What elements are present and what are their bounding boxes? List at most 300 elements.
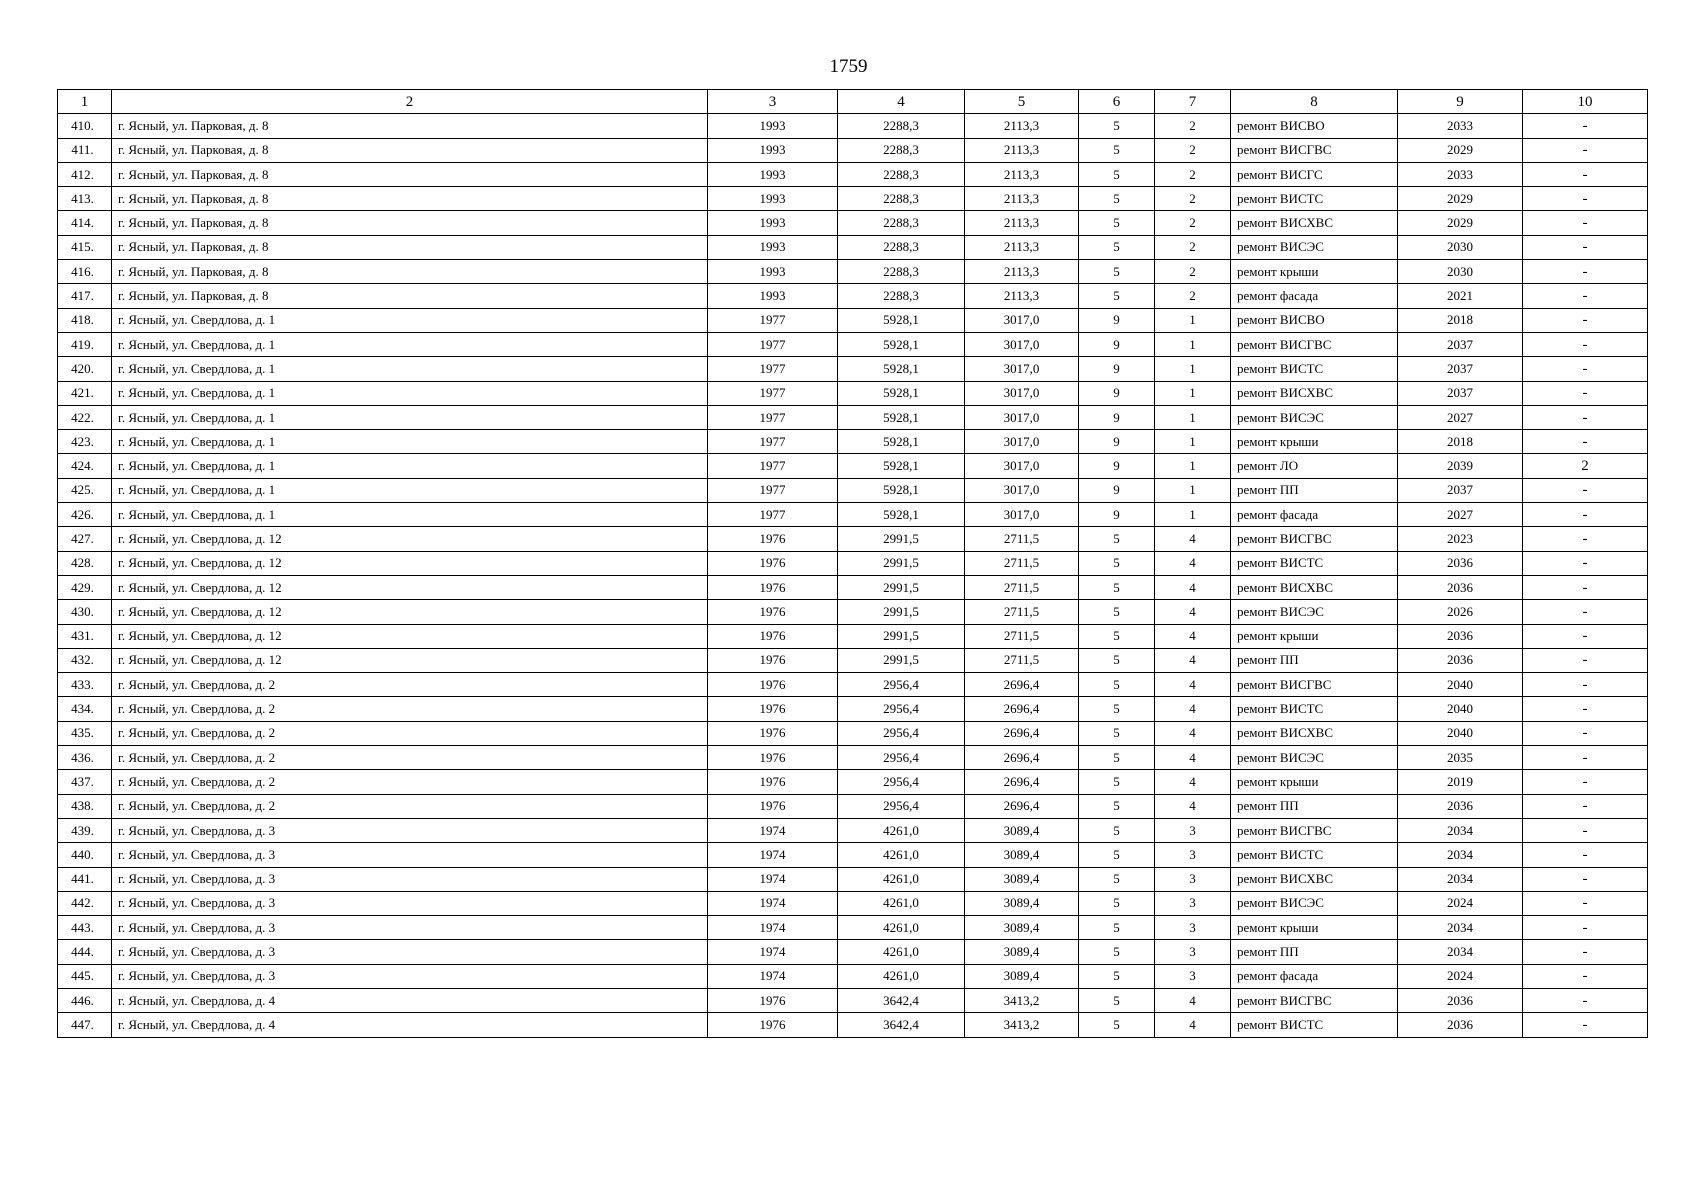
cell-work-type: ремонт ВИСЭС <box>1231 235 1398 259</box>
cell-row-number: 430. <box>58 600 112 624</box>
cell-entrances: 4 <box>1155 697 1231 721</box>
cell-total-area: 5928,1 <box>838 430 965 454</box>
cell-planned-year: 2034 <box>1398 867 1523 891</box>
cell-work-type: ремонт ВИСЭС <box>1231 405 1398 429</box>
cell-entrances: 4 <box>1155 770 1231 794</box>
cell-year-built: 1993 <box>708 114 838 138</box>
cell-floors: 5 <box>1079 162 1155 186</box>
cell-floors: 5 <box>1079 235 1155 259</box>
cell-floors: 5 <box>1079 964 1155 988</box>
cell-year-built: 1974 <box>708 940 838 964</box>
cell-entrances: 1 <box>1155 308 1231 332</box>
cell-floors: 5 <box>1079 648 1155 672</box>
cell-floors: 5 <box>1079 697 1155 721</box>
cell-year-built: 1977 <box>708 381 838 405</box>
cell-work-type: ремонт ВИСГВС <box>1231 673 1398 697</box>
cell-planned-year: 2024 <box>1398 891 1523 915</box>
cell-elevators: - <box>1523 867 1648 891</box>
cell-entrances: 2 <box>1155 187 1231 211</box>
cell-planned-year: 2034 <box>1398 843 1523 867</box>
cell-total-area: 2956,4 <box>838 721 965 745</box>
cell-address: г. Ясный, ул. Парковая, д. 8 <box>112 114 708 138</box>
cell-entrances: 4 <box>1155 988 1231 1012</box>
cell-row-number: 441. <box>58 867 112 891</box>
cell-total-area: 5928,1 <box>838 405 965 429</box>
cell-total-area: 2956,4 <box>838 770 965 794</box>
cell-entrances: 1 <box>1155 405 1231 429</box>
column-header: 10 <box>1523 90 1648 114</box>
cell-planned-year: 2029 <box>1398 187 1523 211</box>
cell-living-area: 2711,5 <box>965 600 1079 624</box>
cell-year-built: 1977 <box>708 405 838 429</box>
cell-work-type: ремонт ВИСВО <box>1231 308 1398 332</box>
cell-elevators: - <box>1523 114 1648 138</box>
cell-living-area: 2113,3 <box>965 162 1079 186</box>
cell-entrances: 1 <box>1155 381 1231 405</box>
cell-entrances: 2 <box>1155 260 1231 284</box>
cell-total-area: 4261,0 <box>838 964 965 988</box>
cell-planned-year: 2036 <box>1398 575 1523 599</box>
cell-address: г. Ясный, ул. Свердлова, д. 2 <box>112 721 708 745</box>
cell-row-number: 423. <box>58 430 112 454</box>
cell-row-number: 415. <box>58 235 112 259</box>
table-row <box>58 673 1648 697</box>
cell-elevators: - <box>1523 503 1648 527</box>
column-header: 7 <box>1155 90 1231 114</box>
table-row <box>58 964 1648 988</box>
cell-entrances: 3 <box>1155 867 1231 891</box>
cell-floors: 5 <box>1079 891 1155 915</box>
cell-elevators: - <box>1523 551 1648 575</box>
cell-row-number: 436. <box>58 746 112 770</box>
cell-elevators: - <box>1523 648 1648 672</box>
cell-year-built: 1976 <box>708 600 838 624</box>
cell-entrances: 2 <box>1155 211 1231 235</box>
cell-address: г. Ясный, ул. Свердлова, д. 1 <box>112 381 708 405</box>
repair-schedule-table <box>57 89 1648 1038</box>
cell-total-area: 2288,3 <box>838 162 965 186</box>
cell-work-type: ремонт ВИСГВС <box>1231 988 1398 1012</box>
cell-year-built: 1976 <box>708 988 838 1012</box>
cell-living-area: 3413,2 <box>965 988 1079 1012</box>
cell-row-number: 417. <box>58 284 112 308</box>
cell-planned-year: 2026 <box>1398 600 1523 624</box>
cell-work-type: ремонт ВИСХВС <box>1231 381 1398 405</box>
cell-row-number: 444. <box>58 940 112 964</box>
cell-living-area: 2711,5 <box>965 527 1079 551</box>
cell-entrances: 1 <box>1155 332 1231 356</box>
cell-elevators: - <box>1523 818 1648 842</box>
cell-living-area: 3017,0 <box>965 503 1079 527</box>
cell-floors: 5 <box>1079 867 1155 891</box>
cell-elevators: - <box>1523 673 1648 697</box>
cell-entrances: 3 <box>1155 843 1231 867</box>
cell-planned-year: 2027 <box>1398 405 1523 429</box>
cell-address: г. Ясный, ул. Свердлова, д. 2 <box>112 673 708 697</box>
cell-address: г. Ясный, ул. Свердлова, д. 3 <box>112 964 708 988</box>
column-header: 1 <box>58 90 112 114</box>
cell-row-number: 447. <box>58 1013 112 1037</box>
cell-entrances: 4 <box>1155 648 1231 672</box>
cell-total-area: 2991,5 <box>838 527 965 551</box>
cell-floors: 5 <box>1079 575 1155 599</box>
cell-planned-year: 2035 <box>1398 746 1523 770</box>
cell-living-area: 3089,4 <box>965 867 1079 891</box>
cell-elevators: - <box>1523 916 1648 940</box>
cell-planned-year: 2030 <box>1398 235 1523 259</box>
cell-year-built: 1977 <box>708 332 838 356</box>
cell-year-built: 1976 <box>708 575 838 599</box>
cell-floors: 5 <box>1079 624 1155 648</box>
cell-work-type: ремонт ВИСХВС <box>1231 721 1398 745</box>
cell-total-area: 2991,5 <box>838 624 965 648</box>
cell-address: г. Ясный, ул. Свердлова, д. 1 <box>112 478 708 502</box>
cell-floors: 5 <box>1079 721 1155 745</box>
cell-total-area: 5928,1 <box>838 332 965 356</box>
cell-work-type: ремонт фасада <box>1231 284 1398 308</box>
cell-year-built: 1976 <box>708 746 838 770</box>
cell-total-area: 2991,5 <box>838 600 965 624</box>
cell-floors: 9 <box>1079 503 1155 527</box>
cell-year-built: 1974 <box>708 843 838 867</box>
cell-year-built: 1976 <box>708 624 838 648</box>
cell-planned-year: 2036 <box>1398 551 1523 575</box>
cell-elevators: - <box>1523 794 1648 818</box>
cell-row-number: 427. <box>58 527 112 551</box>
cell-planned-year: 2036 <box>1398 1013 1523 1037</box>
cell-address: г. Ясный, ул. Свердлова, д. 3 <box>112 940 708 964</box>
table-row <box>58 405 1648 429</box>
cell-row-number: 439. <box>58 818 112 842</box>
cell-living-area: 3089,4 <box>965 891 1079 915</box>
cell-total-area: 4261,0 <box>838 867 965 891</box>
cell-work-type: ремонт крыши <box>1231 430 1398 454</box>
cell-year-built: 1974 <box>708 818 838 842</box>
cell-floors: 9 <box>1079 478 1155 502</box>
cell-entrances: 1 <box>1155 454 1231 478</box>
cell-total-area: 3642,4 <box>838 988 965 1012</box>
cell-elevators: - <box>1523 697 1648 721</box>
cell-floors: 5 <box>1079 818 1155 842</box>
cell-address: г. Ясный, ул. Парковая, д. 8 <box>112 138 708 162</box>
table-row <box>58 916 1648 940</box>
cell-address: г. Ясный, ул. Свердлова, д. 1 <box>112 332 708 356</box>
cell-entrances: 2 <box>1155 284 1231 308</box>
table-row <box>58 503 1648 527</box>
cell-total-area: 5928,1 <box>838 308 965 332</box>
table-row <box>58 430 1648 454</box>
cell-work-type: ремонт ВИСГС <box>1231 162 1398 186</box>
cell-address: г. Ясный, ул. Свердлова, д. 3 <box>112 818 708 842</box>
cell-work-type: ремонт ВИСВО <box>1231 114 1398 138</box>
cell-year-built: 1977 <box>708 357 838 381</box>
cell-planned-year: 2037 <box>1398 357 1523 381</box>
cell-planned-year: 2036 <box>1398 988 1523 1012</box>
cell-work-type: ремонт ВИСЭС <box>1231 891 1398 915</box>
cell-planned-year: 2033 <box>1398 162 1523 186</box>
cell-floors: 5 <box>1079 940 1155 964</box>
cell-planned-year: 2037 <box>1398 478 1523 502</box>
cell-floors: 5 <box>1079 114 1155 138</box>
cell-row-number: 413. <box>58 187 112 211</box>
cell-work-type: ремонт ВИСТС <box>1231 187 1398 211</box>
cell-work-type: ремонт ВИСТС <box>1231 357 1398 381</box>
cell-planned-year: 2033 <box>1398 114 1523 138</box>
cell-work-type: ремонт ВИСГВС <box>1231 527 1398 551</box>
cell-row-number: 410. <box>58 114 112 138</box>
cell-total-area: 4261,0 <box>838 818 965 842</box>
cell-elevators: - <box>1523 357 1648 381</box>
cell-total-area: 2956,4 <box>838 697 965 721</box>
cell-living-area: 3017,0 <box>965 405 1079 429</box>
cell-work-type: ремонт ВИСХВС <box>1231 867 1398 891</box>
cell-total-area: 2288,3 <box>838 260 965 284</box>
cell-work-type: ремонт ЛО <box>1231 454 1398 478</box>
cell-living-area: 3017,0 <box>965 308 1079 332</box>
cell-entrances: 4 <box>1155 721 1231 745</box>
cell-row-number: 443. <box>58 916 112 940</box>
cell-living-area: 2711,5 <box>965 575 1079 599</box>
cell-floors: 9 <box>1079 454 1155 478</box>
cell-entrances: 4 <box>1155 551 1231 575</box>
table-row <box>58 648 1648 672</box>
cell-address: г. Ясный, ул. Свердлова, д. 12 <box>112 527 708 551</box>
cell-total-area: 2288,3 <box>838 284 965 308</box>
table-row <box>58 478 1648 502</box>
cell-year-built: 1976 <box>708 721 838 745</box>
table-row <box>58 1013 1648 1037</box>
cell-floors: 5 <box>1079 794 1155 818</box>
cell-total-area: 2956,4 <box>838 746 965 770</box>
cell-elevators: - <box>1523 284 1648 308</box>
cell-work-type: ремонт ВИСЭС <box>1231 746 1398 770</box>
cell-living-area: 2711,5 <box>965 648 1079 672</box>
cell-row-number: 424. <box>58 454 112 478</box>
cell-living-area: 3089,4 <box>965 940 1079 964</box>
cell-elevators: - <box>1523 624 1648 648</box>
cell-living-area: 3017,0 <box>965 381 1079 405</box>
cell-year-built: 1976 <box>708 648 838 672</box>
cell-total-area: 4261,0 <box>838 843 965 867</box>
cell-planned-year: 2024 <box>1398 964 1523 988</box>
cell-living-area: 2696,4 <box>965 746 1079 770</box>
header-row <box>58 90 1648 114</box>
cell-work-type: ремонт ВИСГВС <box>1231 332 1398 356</box>
cell-total-area: 2991,5 <box>838 575 965 599</box>
cell-work-type: ремонт ВИСХВС <box>1231 211 1398 235</box>
cell-floors: 5 <box>1079 600 1155 624</box>
cell-elevators: - <box>1523 405 1648 429</box>
table-row <box>58 600 1648 624</box>
cell-address: г. Ясный, ул. Свердлова, д. 1 <box>112 308 708 332</box>
cell-year-built: 1977 <box>708 503 838 527</box>
cell-work-type: ремонт ВИСГВС <box>1231 138 1398 162</box>
cell-floors: 5 <box>1079 843 1155 867</box>
cell-living-area: 3089,4 <box>965 818 1079 842</box>
cell-year-built: 1993 <box>708 211 838 235</box>
cell-living-area: 3017,0 <box>965 454 1079 478</box>
cell-planned-year: 2018 <box>1398 308 1523 332</box>
cell-floors: 5 <box>1079 551 1155 575</box>
cell-entrances: 1 <box>1155 430 1231 454</box>
cell-year-built: 1977 <box>708 308 838 332</box>
cell-planned-year: 2036 <box>1398 624 1523 648</box>
cell-floors: 5 <box>1079 1013 1155 1037</box>
cell-entrances: 4 <box>1155 600 1231 624</box>
cell-living-area: 2113,3 <box>965 211 1079 235</box>
cell-year-built: 1977 <box>708 430 838 454</box>
cell-entrances: 4 <box>1155 1013 1231 1037</box>
cell-address: г. Ясный, ул. Свердлова, д. 4 <box>112 988 708 1012</box>
cell-address: г. Ясный, ул. Свердлова, д. 3 <box>112 867 708 891</box>
table-row <box>58 260 1648 284</box>
cell-total-area: 5928,1 <box>838 454 965 478</box>
cell-address: г. Ясный, ул. Парковая, д. 8 <box>112 235 708 259</box>
cell-living-area: 2696,4 <box>965 673 1079 697</box>
table-row <box>58 891 1648 915</box>
cell-work-type: ремонт фасада <box>1231 964 1398 988</box>
table-row <box>58 187 1648 211</box>
table-row <box>58 162 1648 186</box>
cell-planned-year: 2037 <box>1398 332 1523 356</box>
cell-work-type: ремонт ПП <box>1231 794 1398 818</box>
cell-floors: 5 <box>1079 916 1155 940</box>
cell-work-type: ремонт ВИСТС <box>1231 697 1398 721</box>
cell-row-number: 446. <box>58 988 112 1012</box>
column-header: 8 <box>1231 90 1398 114</box>
cell-address: г. Ясный, ул. Свердлова, д. 2 <box>112 697 708 721</box>
cell-total-area: 4261,0 <box>838 940 965 964</box>
cell-planned-year: 2034 <box>1398 818 1523 842</box>
cell-address: г. Ясный, ул. Парковая, д. 8 <box>112 211 708 235</box>
cell-row-number: 419. <box>58 332 112 356</box>
cell-row-number: 422. <box>58 405 112 429</box>
cell-address: г. Ясный, ул. Свердлова, д. 12 <box>112 624 708 648</box>
cell-floors: 5 <box>1079 988 1155 1012</box>
cell-floors: 9 <box>1079 308 1155 332</box>
table-row <box>58 308 1648 332</box>
cell-floors: 5 <box>1079 527 1155 551</box>
table-row <box>58 843 1648 867</box>
cell-elevators: - <box>1523 162 1648 186</box>
cell-planned-year: 2040 <box>1398 697 1523 721</box>
cell-address: г. Ясный, ул. Свердлова, д. 12 <box>112 648 708 672</box>
cell-year-built: 1976 <box>708 673 838 697</box>
cell-work-type: ремонт ВИСХВС <box>1231 575 1398 599</box>
table-row <box>58 697 1648 721</box>
cell-planned-year: 2040 <box>1398 673 1523 697</box>
cell-living-area: 3017,0 <box>965 430 1079 454</box>
table-row <box>58 381 1648 405</box>
cell-living-area: 2113,3 <box>965 260 1079 284</box>
column-header: 2 <box>112 90 708 114</box>
cell-planned-year: 2037 <box>1398 381 1523 405</box>
cell-total-area: 4261,0 <box>838 916 965 940</box>
cell-row-number: 428. <box>58 551 112 575</box>
cell-total-area: 2288,3 <box>838 138 965 162</box>
cell-planned-year: 2029 <box>1398 138 1523 162</box>
cell-elevators: - <box>1523 770 1648 794</box>
cell-total-area: 2288,3 <box>838 211 965 235</box>
cell-living-area: 2696,4 <box>965 794 1079 818</box>
cell-work-type: ремонт крыши <box>1231 624 1398 648</box>
cell-year-built: 1977 <box>708 454 838 478</box>
cell-row-number: 433. <box>58 673 112 697</box>
cell-living-area: 2113,3 <box>965 284 1079 308</box>
cell-planned-year: 2040 <box>1398 721 1523 745</box>
cell-entrances: 2 <box>1155 138 1231 162</box>
cell-work-type: ремонт ВИСЭС <box>1231 600 1398 624</box>
cell-total-area: 2991,5 <box>838 551 965 575</box>
column-header: 5 <box>965 90 1079 114</box>
cell-address: г. Ясный, ул. Парковая, д. 8 <box>112 162 708 186</box>
cell-entrances: 3 <box>1155 940 1231 964</box>
cell-elevators: - <box>1523 964 1648 988</box>
cell-elevators: - <box>1523 138 1648 162</box>
cell-row-number: 416. <box>58 260 112 284</box>
cell-address: г. Ясный, ул. Свердлова, д. 2 <box>112 794 708 818</box>
cell-floors: 5 <box>1079 673 1155 697</box>
cell-total-area: 5928,1 <box>838 503 965 527</box>
column-header: 6 <box>1079 90 1155 114</box>
table-row <box>58 746 1648 770</box>
cell-planned-year: 2019 <box>1398 770 1523 794</box>
cell-row-number: 434. <box>58 697 112 721</box>
cell-year-built: 1993 <box>708 138 838 162</box>
cell-planned-year: 2029 <box>1398 211 1523 235</box>
cell-floors: 9 <box>1079 332 1155 356</box>
cell-row-number: 435. <box>58 721 112 745</box>
cell-floors: 5 <box>1079 187 1155 211</box>
cell-year-built: 1976 <box>708 697 838 721</box>
cell-total-area: 2288,3 <box>838 187 965 211</box>
cell-row-number: 438. <box>58 794 112 818</box>
cell-row-number: 437. <box>58 770 112 794</box>
cell-address: г. Ясный, ул. Свердлова, д. 12 <box>112 600 708 624</box>
cell-total-area: 3642,4 <box>838 1013 965 1037</box>
cell-year-built: 1993 <box>708 235 838 259</box>
cell-year-built: 1976 <box>708 794 838 818</box>
cell-floors: 5 <box>1079 770 1155 794</box>
table-row <box>58 551 1648 575</box>
cell-elevators: - <box>1523 746 1648 770</box>
cell-year-built: 1976 <box>708 1013 838 1037</box>
cell-row-number: 445. <box>58 964 112 988</box>
cell-address: г. Ясный, ул. Парковая, д. 8 <box>112 187 708 211</box>
cell-total-area: 2288,3 <box>838 235 965 259</box>
cell-elevators: - <box>1523 187 1648 211</box>
table-row <box>58 940 1648 964</box>
cell-living-area: 2113,3 <box>965 187 1079 211</box>
column-header: 9 <box>1398 90 1523 114</box>
cell-elevators: - <box>1523 940 1648 964</box>
cell-floors: 5 <box>1079 138 1155 162</box>
cell-entrances: 4 <box>1155 575 1231 599</box>
table-row <box>58 770 1648 794</box>
cell-entrances: 1 <box>1155 503 1231 527</box>
cell-year-built: 1993 <box>708 162 838 186</box>
cell-floors: 9 <box>1079 381 1155 405</box>
cell-elevators: - <box>1523 478 1648 502</box>
cell-elevators: - <box>1523 308 1648 332</box>
cell-living-area: 2113,3 <box>965 114 1079 138</box>
cell-address: г. Ясный, ул. Свердлова, д. 1 <box>112 430 708 454</box>
cell-year-built: 1993 <box>708 187 838 211</box>
table-row <box>58 138 1648 162</box>
cell-row-number: 432. <box>58 648 112 672</box>
cell-work-type: ремонт ВИСТС <box>1231 551 1398 575</box>
table-row <box>58 988 1648 1012</box>
